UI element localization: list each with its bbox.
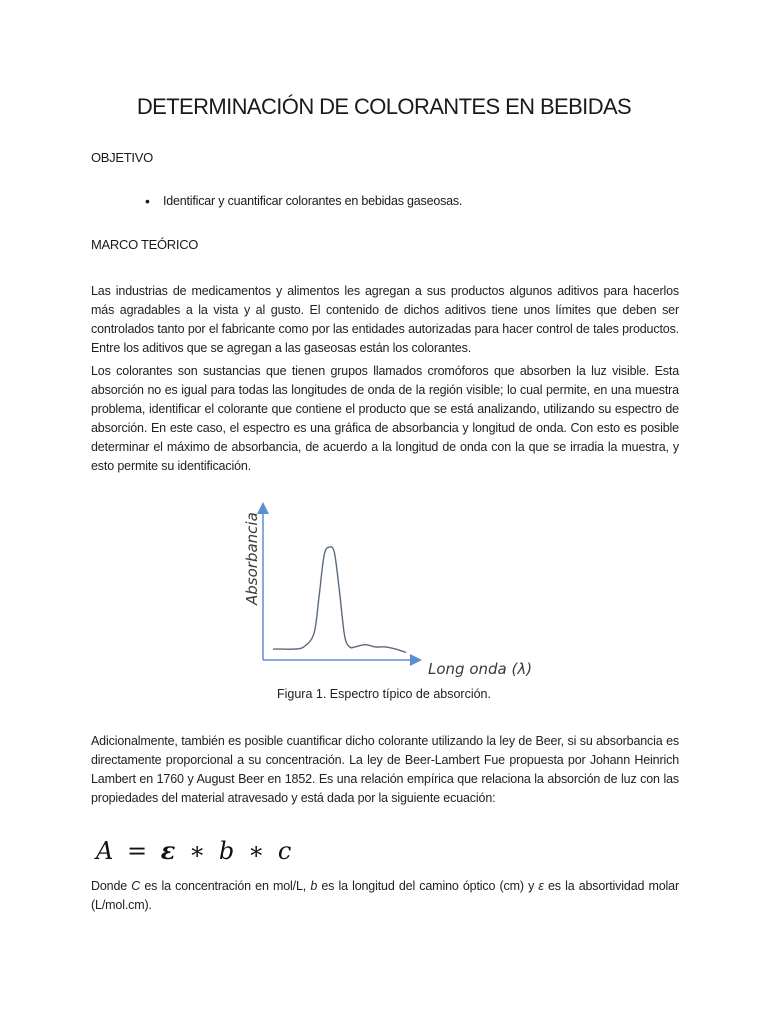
theory-heading: MARCO TEÓRICO [91, 237, 199, 252]
theory-paragraph-1 [91, 282, 679, 358]
paragraph-text: Los colorantes son sustancias que tienen grupos llamados cromóforos que absorben la luz visible. Esta absorción no es igual para todas las longitudes de onda de la región visible; lo cual permite, en una muestra problema, identificar el colorante que contiene el producto que se está analizando, utilizando su espectro de absorción. En este caso, el espectro es una gráfica de absorbancia y longitud de onda. Con esto es posible determinar el máximo de absorbancia, de acuerdo a la longitud de onda con la que se irradia la muestra, y esto permite su identificación. [91, 364, 679, 473]
document-title: DETERMINACIÓN DE COLORANTES EN BEBIDAS [136, 94, 632, 119]
equation-times-1: ∗ [188, 837, 207, 865]
theory-paragraph-2 [91, 362, 679, 476]
text-part: es la longitud del camino óptico (cm) y [317, 879, 539, 893]
variables-paragraph [91, 877, 679, 915]
objective-heading: OBJETIVO [91, 150, 153, 165]
equation-lhs: A [96, 837, 115, 865]
y-axis-label: Absorbancia [243, 512, 261, 605]
equation-b: b [218, 837, 236, 865]
figure-caption: Figura 1. Espectro típico de absorción. [276, 687, 491, 701]
paragraph-text: Las industrias de medicamentos y alimentos les agregan a sus productos algunos aditivos para hacerlos más agradables a la vista y al gusto. El contenido de dichos aditivos tiene unos límites que deben ser controlados tanto por el fabricante como por las entidades autorizadas para hacer control de tales productos. Entre los aditivos que se agregan a las gaseosas están los colorantes. [91, 284, 679, 355]
objective-bullet-text: Identificar y cuantificar colorantes en bebidas gaseosas. [163, 194, 463, 208]
variable-c: C [131, 879, 141, 893]
absorption-spectrum-chart [230, 500, 540, 685]
equation-equals: = [126, 837, 149, 865]
equation-times-2: ∗ [247, 837, 266, 865]
text-part: es la absortividad molar (L/mol.cm). [91, 879, 679, 912]
equation-c: c [277, 837, 293, 865]
x-axis-label: Long onda (λ) [428, 660, 533, 678]
paragraph-text: Adicionalmente, también es posible cuantificar dicho colorante utilizando la ley de Beer, si su absorbancia es directamente proporcional a su concentración. La ley de Beer-Lambert Fue propuesta por Johann Heinrich Lambert en 1760 y August Beer en 1852. Es una relación empírica que relaciona la absorción de luz con las propiedades del material atravesado y está dada por la siguiente ecuación: [91, 734, 679, 805]
text-part: Donde [91, 879, 132, 893]
text-part: es la concentración en mol/L, [140, 879, 311, 893]
chart-svg [230, 500, 540, 685]
paragraph-text [91, 877, 679, 915]
beer-law-paragraph [91, 732, 679, 808]
series-line-spectrum [273, 547, 406, 653]
variable-epsilon: ε [538, 879, 544, 893]
beer-lambert-equation [96, 836, 292, 865]
variable-b: b [310, 879, 318, 893]
equation-epsilon: ε [160, 836, 177, 865]
bullet-dot-icon: • [145, 193, 150, 209]
